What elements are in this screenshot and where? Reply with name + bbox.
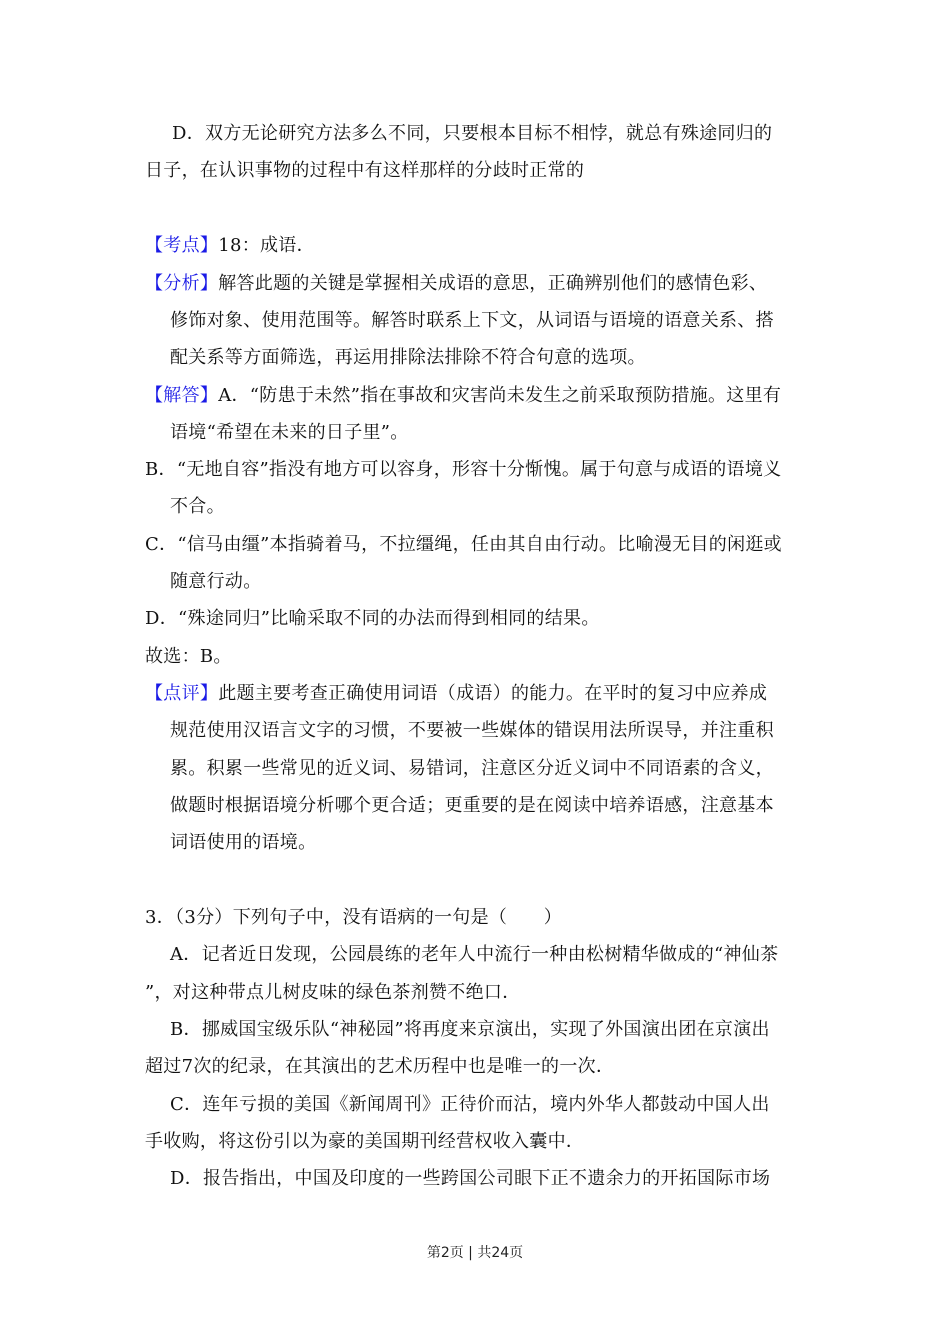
jieda-line: 不合。	[170, 496, 225, 517]
kaodian-text: 18：成语．	[218, 235, 315, 256]
dianping-line: 规范使用汉语言文字的习惯，不要被一些媒体的错误用法所误导，并注重积	[170, 720, 774, 741]
dianping-line: 词语使用的语境。	[170, 832, 317, 853]
question3-option-b-cont: 超过7次的纪录，在其演出的艺术历程中也是唯一的一次．	[145, 1056, 615, 1077]
question3-stem: 3．（3分）下列句子中，没有语病的一句是（ ）	[145, 907, 563, 928]
dianping-tag: 【点评】	[145, 683, 219, 704]
prev-option-d-line2: 日子，在认识事物的过程中有这样那样的分歧时正常的	[145, 160, 585, 181]
jieda-line: B．“无地自容”指没有地方可以容身，形容十分惭愧。属于句意与成语的语境义	[145, 459, 782, 480]
fenxi-line: 配关系等方面筛选，再运用排除法排除不符合句意的选项。	[170, 347, 646, 368]
jieda-line: 语境“希望在未来的日子里”。	[170, 422, 409, 443]
kaodian-row	[145, 234, 315, 258]
kaodian-tag: 【考点】	[145, 235, 219, 256]
dianping-row	[145, 682, 767, 706]
jieda-line: C．“信马由缰”本指骑着马，不拉缰绳，任由其自由行动。比喻漫无目的闲逛或	[145, 534, 782, 555]
question3-option-a: A．记者近日发现，公园晨练的老年人中流行一种由松树精华做成的“神仙茶	[170, 944, 779, 965]
jieda-line: 随意行动。	[170, 571, 262, 592]
fenxi-row	[145, 272, 767, 296]
question3-option-b: B．挪威国宝级乐队“神秘园”将再度来京演出，实现了外国演出团在京演出	[170, 1019, 770, 1040]
fenxi-line: 解答此题的关键是掌握相关成语的意思，正确辨别他们的感情色彩、	[218, 273, 768, 294]
jieda-tag: 【解答】	[145, 385, 219, 406]
jieda-answer: 故选：B。	[145, 646, 232, 667]
jieda-row	[145, 384, 781, 408]
dianping-line: 累。积累一些常见的近义词、易错词，注意区分近义词中不同语素的含义，	[170, 758, 774, 779]
question3-option-c-cont: 手收购，将这份引以为豪的美国期刊经营权收入囊中．	[145, 1131, 585, 1152]
prev-option-d-line1: D．双方无论研究方法多么不同，只要根本目标不相悖，就总有殊途同归的	[172, 123, 773, 144]
dianping-line: 此题主要考查正确使用词语（成语）的能力。在平时的复习中应养成	[218, 683, 768, 704]
question3-option-c: C．连年亏损的美国《新闻周刊》正待价而沽，境内外华人都鼓动中国人出	[170, 1094, 770, 1115]
page-footer: 第2页 | 共24页	[426, 1245, 524, 1261]
question3-option-a-cont: ”，对这种带点儿树皮味的绿色茶剂赞不绝口．	[145, 982, 521, 1003]
jieda-line: A．“防患于未然”指在事故和灾害尚未发生之前采取预防措施。这里有	[218, 385, 782, 406]
dianping-line: 做题时根据语境分析哪个更合适；更重要的是在阅读中培养语感，注意基本	[170, 795, 774, 816]
jieda-line: D．“殊途同归”比喻采取不同的办法而得到相同的结果。	[145, 608, 600, 629]
fenxi-line: 修饰对象、使用范围等。解答时联系上下文，从词语与语境的语意关系、搭	[170, 310, 774, 331]
fenxi-tag: 【分析】	[145, 273, 219, 294]
question3-option-d: D．报告指出，中国及印度的一些跨国公司眼下正不遗余力的开拓国际市场	[170, 1168, 771, 1189]
